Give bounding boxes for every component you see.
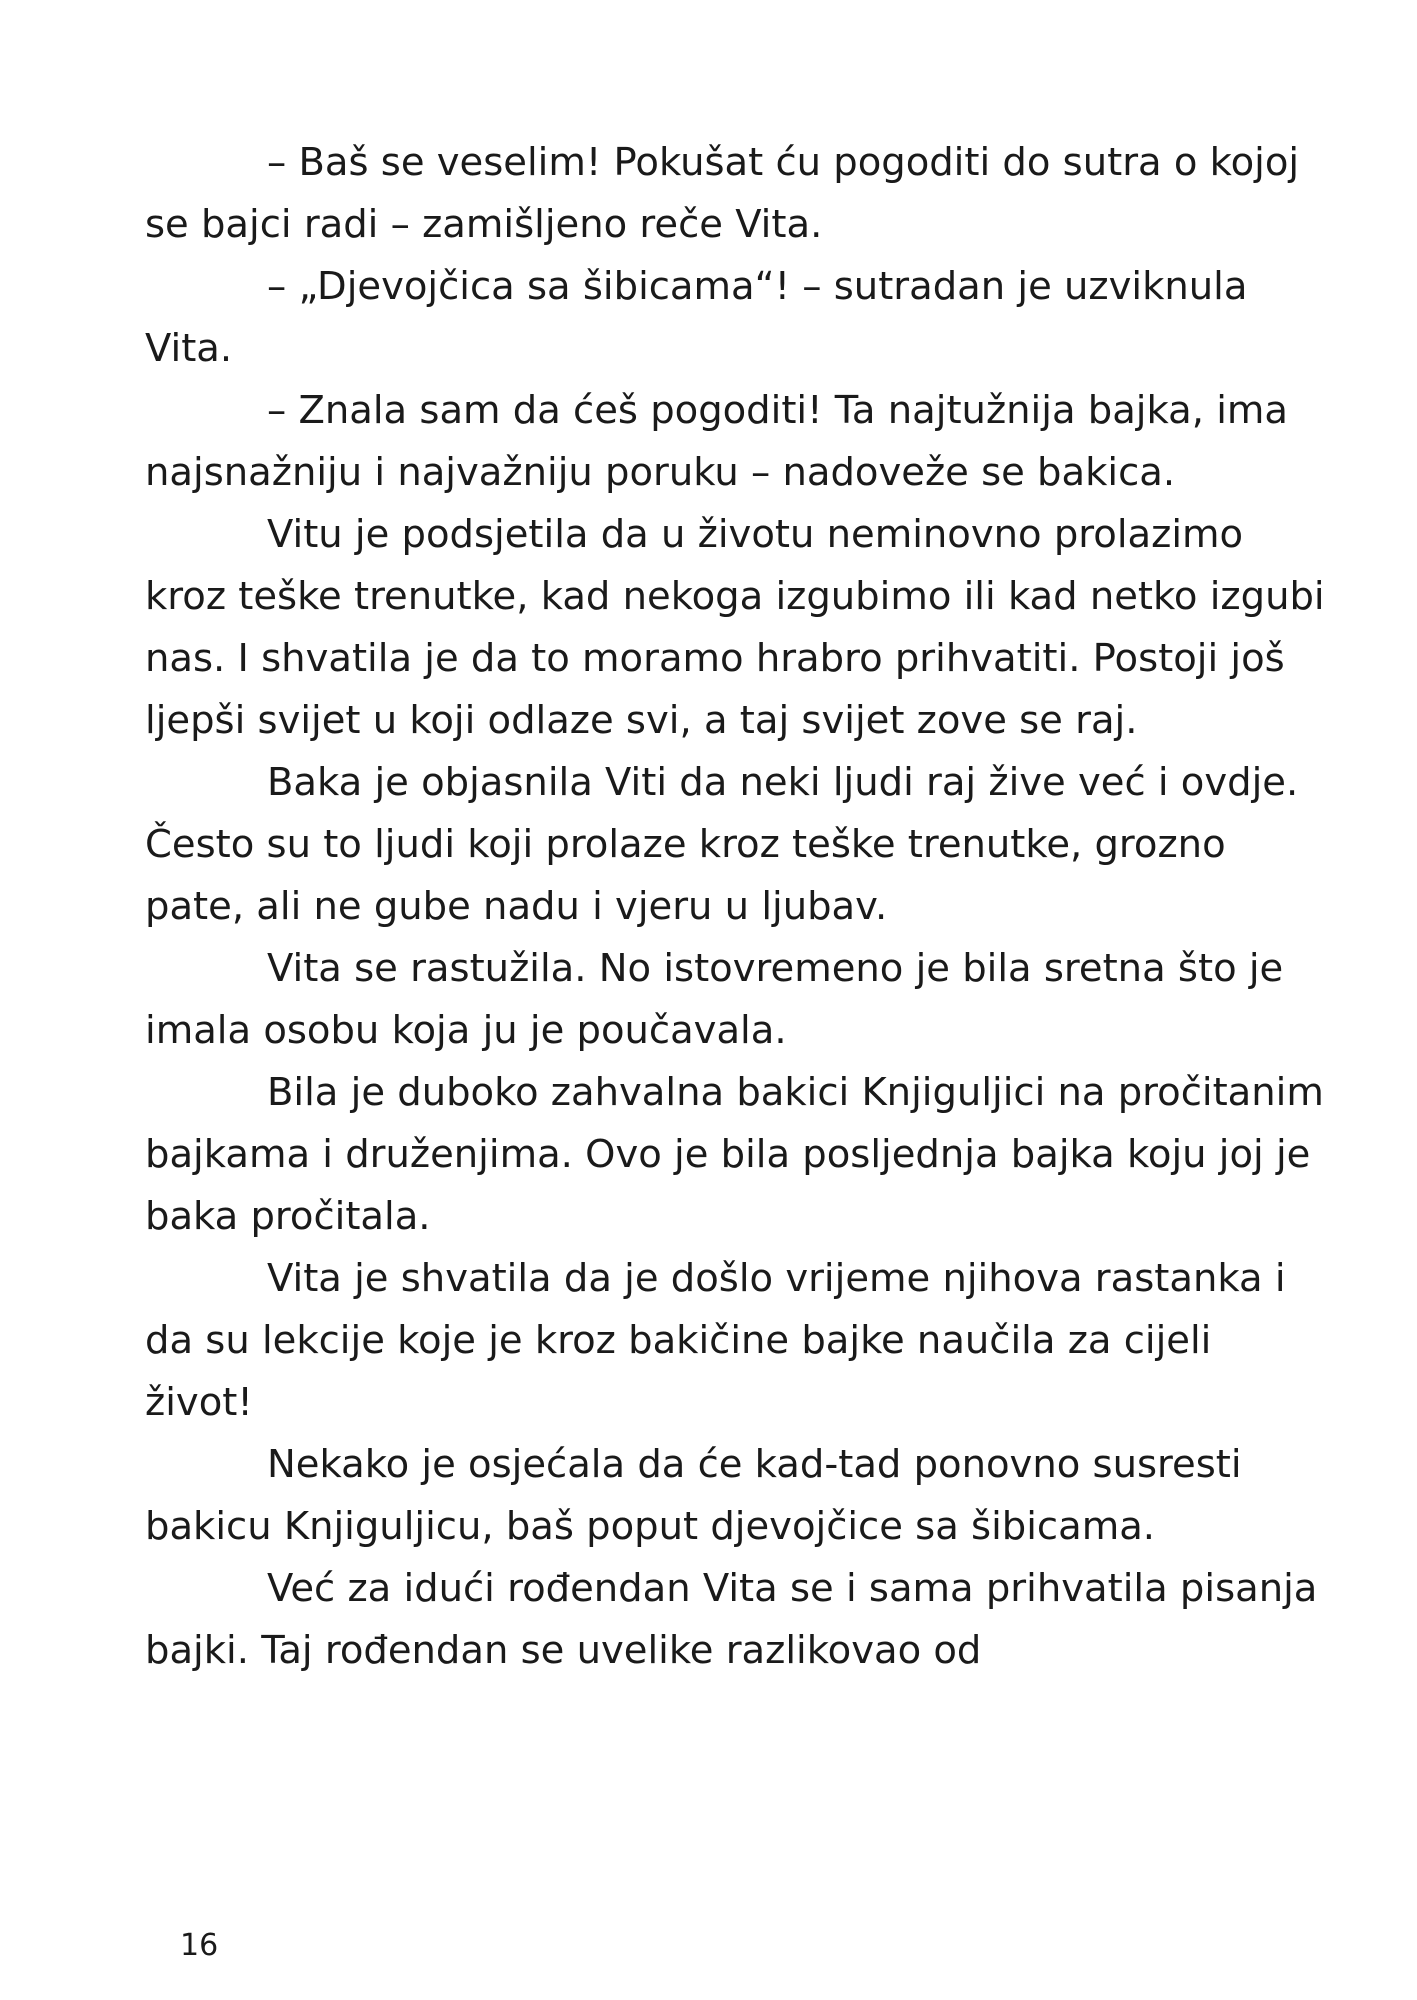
paragraph-1: – Baš se veselim! Pokušat ću pogoditi do sutra o kojoj se bajci radi – zamišljeno reče Vita. [145,140,1300,247]
paragraph-8: Vita je shvatila da je došlo vrijeme njihova rastanka i da su lekcije koje je kroz bakičine bajke naučila za cijeli život! [145,1256,1286,1425]
paragraph-9: Nekako je osjećala da će kad-tad ponovno susresti bakicu Knjiguljicu, baš poput djevojčice sa šibicama. [145,1442,1242,1549]
paragraph-2: – „Djevojčica sa šibicama“! – sutradan je uzviknula Vita. [145,264,1248,371]
paragraph-7: Bila je duboko zahvalna bakici Knjiguljici na pročitanim bajkama i druženjima. Ovo je bila posljednja bajka koju joj je baka pročitala. [145,1070,1324,1239]
paragraph-3: – Znala sam da ćeš pogoditi! Ta najtužnija bajka, ima najsnažniju i najvažniju poruku – nadoveže se bakica. [145,388,1288,495]
paragraph-10: Već za idući rođendan Vita se i sama prihvatila pisanja bajki. Taj rođendan se uvelike razlikovao od [145,1566,1318,1673]
paragraph-4: Vitu je podsjetila da u životu neminovno prolazimo kroz teške trenutke, kad nekoga izgubimo ili kad netko izgubi nas. I shvatila je da to moramo hrabro prihvatiti. Postoji još ljepši svijet u koji odlaze svi, a taj svijet zove se raj. [145,512,1325,743]
paragraph-5: Baka je objasnila Viti da neki ljudi raj žive već i ovdje. Često su to ljudi koji prolaze kroz teške trenutke, grozno pate, ali ne gube nadu i vjeru u ljubav. [145,760,1299,929]
paragraph-6: Vita se rastužila. No istovremeno je bila sretna što je imala osobu koja ju je poučavala. [145,946,1284,1053]
body-text [145,132,1325,1682]
page-number: 16 [180,1928,219,1963]
